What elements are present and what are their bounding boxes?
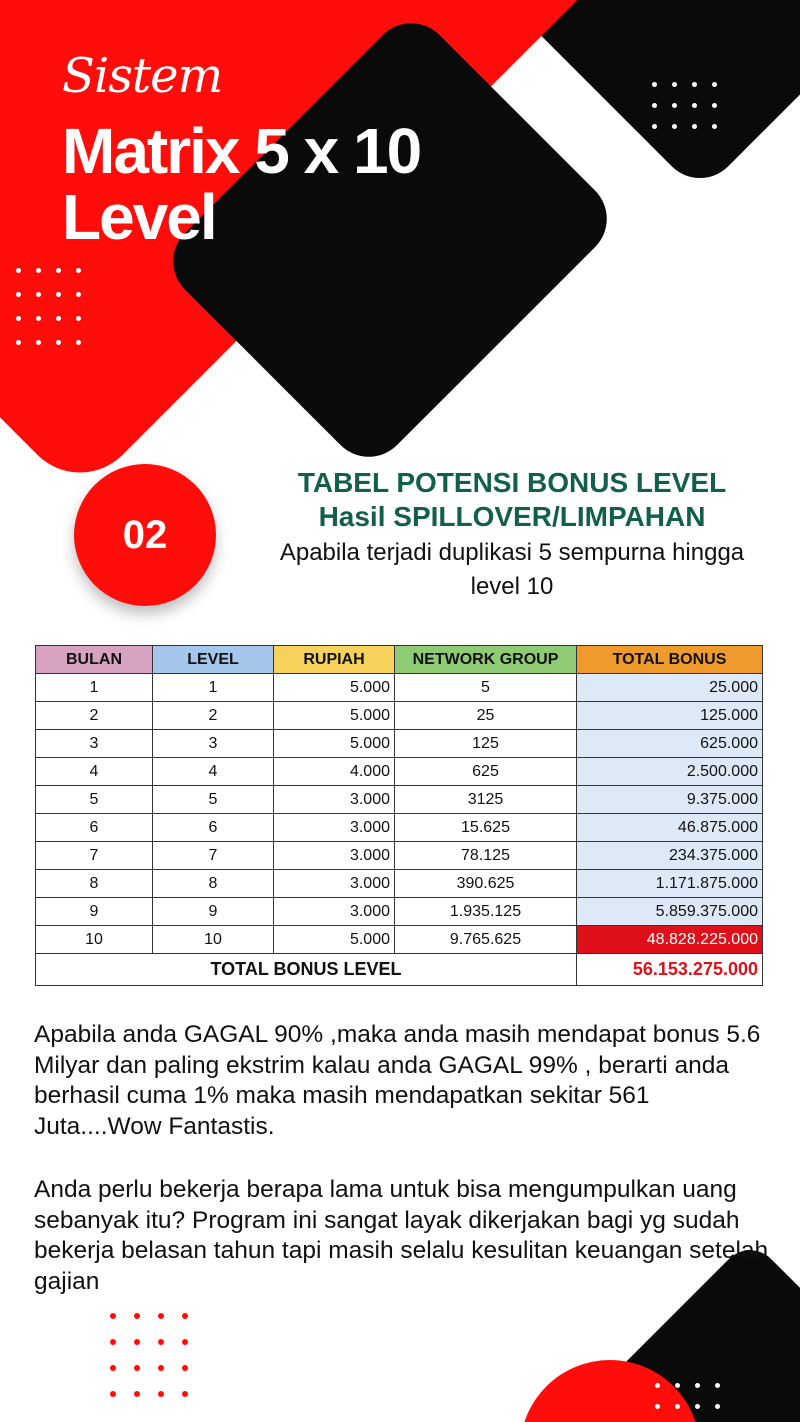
table-row xyxy=(36,926,763,954)
cell-total-bonus: 234.375.000 xyxy=(577,842,763,870)
cell-bulan: 10 xyxy=(36,926,153,954)
cell-rupiah: 4.000 xyxy=(274,758,395,786)
cell-level: 10 xyxy=(153,926,274,954)
cell-level: 3 xyxy=(153,730,274,758)
title-script: Sistem xyxy=(62,48,223,104)
cell-rupiah: 3.000 xyxy=(274,814,395,842)
cell-rupiah: 5.000 xyxy=(274,674,395,702)
cell-level: 5 xyxy=(153,786,274,814)
cell-bulan: 5 xyxy=(36,786,153,814)
cell-network-group: 5 xyxy=(395,674,577,702)
table-row xyxy=(36,842,763,870)
section-number-badge: 02 xyxy=(74,464,216,606)
cell-rupiah: 3.000 xyxy=(274,870,395,898)
heading-line-1: TABEL POTENSI BONUS LEVEL xyxy=(297,467,727,498)
cell-rupiah: 3.000 xyxy=(274,898,395,926)
cell-total-bonus: 46.875.000 xyxy=(577,814,763,842)
cell-total-bonus: 25.000 xyxy=(577,674,763,702)
cell-network-group: 15.625 xyxy=(395,814,577,842)
decor-dot-grid-bottom-left xyxy=(110,1313,188,1397)
header-level: LEVEL xyxy=(153,646,274,674)
header-network-group: NETWORK GROUP xyxy=(395,646,577,674)
cell-network-group: 78.125 xyxy=(395,842,577,870)
header-bulan: BULAN xyxy=(36,646,153,674)
bonus-table xyxy=(35,645,763,986)
table-heading xyxy=(262,466,762,604)
table-row xyxy=(36,730,763,758)
cell-network-group: 25 xyxy=(395,702,577,730)
cell-bulan: 4 xyxy=(36,758,153,786)
table-row xyxy=(36,786,763,814)
cell-network-group: 3125 xyxy=(395,786,577,814)
page-title: Matrix 5 x 10 Level xyxy=(62,115,421,253)
table-row xyxy=(36,702,763,730)
table-row xyxy=(36,814,763,842)
heading-subtitle: Apabila terjadi duplikasi 5 sempurna hingga level 10 xyxy=(279,539,745,600)
table-row xyxy=(36,898,763,926)
cell-total-bonus: 48.828.225.000 xyxy=(577,926,763,954)
total-value: 56.153.275.000 xyxy=(577,954,763,986)
cell-total-bonus: 9.375.000 xyxy=(577,786,763,814)
table-row xyxy=(36,674,763,702)
cell-total-bonus: 625.000 xyxy=(577,730,763,758)
cell-bulan: 2 xyxy=(36,702,153,730)
cell-total-bonus: 5.859.375.000 xyxy=(577,898,763,926)
cell-network-group: 390.625 xyxy=(395,870,577,898)
cell-level: 8 xyxy=(153,870,274,898)
total-label: TOTAL BONUS LEVEL xyxy=(36,954,577,986)
cell-rupiah: 5.000 xyxy=(274,702,395,730)
cell-bulan: 6 xyxy=(36,814,153,842)
heading-line-2: Hasil SPILLOVER/LIMPAHAN xyxy=(318,501,706,532)
table-row xyxy=(36,758,763,786)
cell-level: 7 xyxy=(153,842,274,870)
cell-level: 6 xyxy=(153,814,274,842)
cell-network-group: 125 xyxy=(395,730,577,758)
cell-network-group: 625 xyxy=(395,758,577,786)
table-header-row xyxy=(36,646,763,674)
cell-total-bonus: 1.171.875.000 xyxy=(577,870,763,898)
cell-level: 4 xyxy=(153,758,274,786)
table-total-row xyxy=(36,954,763,986)
paragraph-1: Apabila anda GAGAL 90% ,maka anda masih mendapat bonus 5.6 Milyar dan paling ekstrim kalau anda GAGAL 99% , berarti anda berhasil cuma 1% maka masih mendapatkan sekitar 561 Juta....Wow Fantastis. xyxy=(34,1021,761,1140)
cell-rupiah: 3.000 xyxy=(274,786,395,814)
decor-dot-grid-top-right xyxy=(652,82,718,129)
paragraph-2: Anda perlu bekerja berapa lama untuk bisa mengumpulkan uang sebanyak itu? Program ini sangat layak dikerjakan bagi yg sudah bekerja belasan tahun tapi masih selalu kesulitan keuangan setelah gajian xyxy=(34,1176,769,1295)
cell-bulan: 8 xyxy=(36,870,153,898)
cell-level: 2 xyxy=(153,702,274,730)
header-rupiah: RUPIAH xyxy=(274,646,395,674)
cell-network-group: 1.935.125 xyxy=(395,898,577,926)
decor-dot-grid-bottom-right xyxy=(655,1383,721,1409)
cell-total-bonus: 125.000 xyxy=(577,702,763,730)
cell-bulan: 3 xyxy=(36,730,153,758)
cell-level: 9 xyxy=(153,898,274,926)
cell-rupiah: 5.000 xyxy=(274,926,395,954)
decor-dot-grid-left xyxy=(16,268,82,345)
cell-network-group: 9.765.625 xyxy=(395,926,577,954)
cell-level: 1 xyxy=(153,674,274,702)
table-row xyxy=(36,870,763,898)
header-total-bonus: TOTAL BONUS xyxy=(577,646,763,674)
cell-rupiah: 5.000 xyxy=(274,730,395,758)
cell-total-bonus: 2.500.000 xyxy=(577,758,763,786)
cell-rupiah: 3.000 xyxy=(274,842,395,870)
cell-bulan: 1 xyxy=(36,674,153,702)
cell-bulan: 9 xyxy=(36,898,153,926)
cell-bulan: 7 xyxy=(36,842,153,870)
